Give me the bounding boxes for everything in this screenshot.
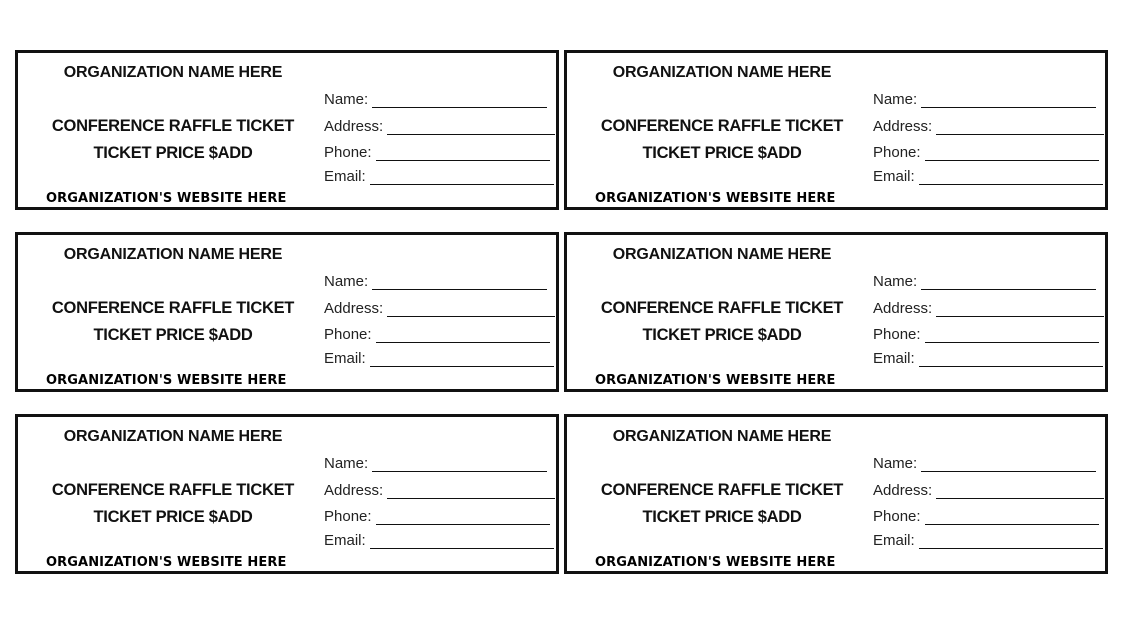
name-label: Name: (873, 273, 918, 290)
address-field (324, 300, 555, 317)
address-label: Address: (873, 118, 933, 135)
organization-name: ORGANIZATION NAME HERE (612, 64, 832, 81)
organization-website: ORGANIZATION'S WEBSITE HERE (595, 373, 836, 388)
organization-website: ORGANIZATION'S WEBSITE HERE (46, 373, 287, 388)
address-field (873, 118, 1104, 135)
address-label: Address: (873, 482, 933, 499)
phone-label: Phone: (873, 508, 921, 525)
ticket-price: TICKET PRICE $ADD (93, 326, 253, 344)
name-field (324, 455, 547, 472)
email-field (873, 168, 1103, 185)
address-label: Address: (873, 300, 933, 317)
phone-blank-line[interactable] (925, 146, 1099, 161)
phone-blank-line[interactable] (925, 328, 1099, 343)
name-label: Name: (873, 91, 918, 108)
raffle-ticket (15, 414, 559, 574)
address-blank-line[interactable] (387, 302, 555, 317)
raffle-ticket (564, 414, 1108, 574)
phone-field (324, 144, 550, 161)
address-label: Address: (324, 482, 384, 499)
phone-blank-line[interactable] (376, 328, 550, 343)
ticket-title: CONFERENCE RAFFLE TICKET (600, 299, 844, 317)
name-label: Name: (873, 455, 918, 472)
name-blank-line[interactable] (921, 457, 1096, 472)
raffle-ticket (15, 232, 559, 392)
email-label: Email: (324, 168, 366, 185)
organization-name: ORGANIZATION NAME HERE (63, 428, 283, 445)
phone-blank-line[interactable] (376, 510, 550, 525)
ticket-title: CONFERENCE RAFFLE TICKET (600, 117, 844, 135)
name-field (324, 91, 547, 108)
organization-website: ORGANIZATION'S WEBSITE HERE (46, 555, 287, 570)
ticket-title: CONFERENCE RAFFLE TICKET (51, 117, 295, 135)
email-field (873, 532, 1103, 549)
address-blank-line[interactable] (936, 120, 1104, 135)
name-blank-line[interactable] (921, 93, 1096, 108)
organization-name: ORGANIZATION NAME HERE (612, 246, 832, 263)
name-field (873, 91, 1096, 108)
name-field (873, 273, 1096, 290)
ticket-price: TICKET PRICE $ADD (642, 508, 802, 526)
organization-name: ORGANIZATION NAME HERE (63, 64, 283, 81)
email-blank-line[interactable] (370, 352, 554, 367)
raffle-ticket (15, 50, 559, 210)
phone-blank-line[interactable] (925, 510, 1099, 525)
name-field (873, 455, 1096, 472)
name-field (324, 273, 547, 290)
phone-field (873, 326, 1099, 343)
address-field (324, 482, 555, 499)
email-blank-line[interactable] (919, 170, 1103, 185)
email-label: Email: (324, 532, 366, 549)
address-label: Address: (324, 300, 384, 317)
phone-field (873, 508, 1099, 525)
email-blank-line[interactable] (919, 352, 1103, 367)
ticket-price: TICKET PRICE $ADD (93, 144, 253, 162)
ticket-title: CONFERENCE RAFFLE TICKET (600, 481, 844, 499)
phone-label: Phone: (873, 326, 921, 343)
phone-label: Phone: (324, 144, 372, 161)
ticket-price: TICKET PRICE $ADD (642, 144, 802, 162)
phone-label: Phone: (324, 508, 372, 525)
organization-website: ORGANIZATION'S WEBSITE HERE (46, 191, 287, 206)
name-label: Name: (324, 455, 369, 472)
organization-name: ORGANIZATION NAME HERE (63, 246, 283, 263)
address-field (873, 482, 1104, 499)
address-blank-line[interactable] (936, 484, 1104, 499)
raffle-ticket (564, 50, 1108, 210)
email-field (324, 350, 554, 367)
email-blank-line[interactable] (370, 170, 554, 185)
address-blank-line[interactable] (387, 120, 555, 135)
name-blank-line[interactable] (921, 275, 1096, 290)
organization-website: ORGANIZATION'S WEBSITE HERE (595, 555, 836, 570)
organization-website: ORGANIZATION'S WEBSITE HERE (595, 191, 836, 206)
email-blank-line[interactable] (919, 534, 1103, 549)
organization-name: ORGANIZATION NAME HERE (612, 428, 832, 445)
name-blank-line[interactable] (372, 457, 547, 472)
email-field (324, 532, 554, 549)
email-label: Email: (873, 532, 915, 549)
phone-field (873, 144, 1099, 161)
ticket-price: TICKET PRICE $ADD (642, 326, 802, 344)
email-label: Email: (324, 350, 366, 367)
phone-field (324, 508, 550, 525)
phone-label: Phone: (873, 144, 921, 161)
phone-label: Phone: (324, 326, 372, 343)
raffle-ticket (564, 232, 1108, 392)
email-label: Email: (873, 350, 915, 367)
address-field (873, 300, 1104, 317)
name-label: Name: (324, 273, 369, 290)
phone-blank-line[interactable] (376, 146, 550, 161)
email-label: Email: (873, 168, 915, 185)
ticket-title: CONFERENCE RAFFLE TICKET (51, 481, 295, 499)
email-blank-line[interactable] (370, 534, 554, 549)
address-field (324, 118, 555, 135)
address-blank-line[interactable] (936, 302, 1104, 317)
address-label: Address: (324, 118, 384, 135)
name-blank-line[interactable] (372, 275, 547, 290)
name-blank-line[interactable] (372, 93, 547, 108)
email-field (873, 350, 1103, 367)
ticket-price: TICKET PRICE $ADD (93, 508, 253, 526)
phone-field (324, 326, 550, 343)
name-label: Name: (324, 91, 369, 108)
address-blank-line[interactable] (387, 484, 555, 499)
email-field (324, 168, 554, 185)
ticket-title: CONFERENCE RAFFLE TICKET (51, 299, 295, 317)
